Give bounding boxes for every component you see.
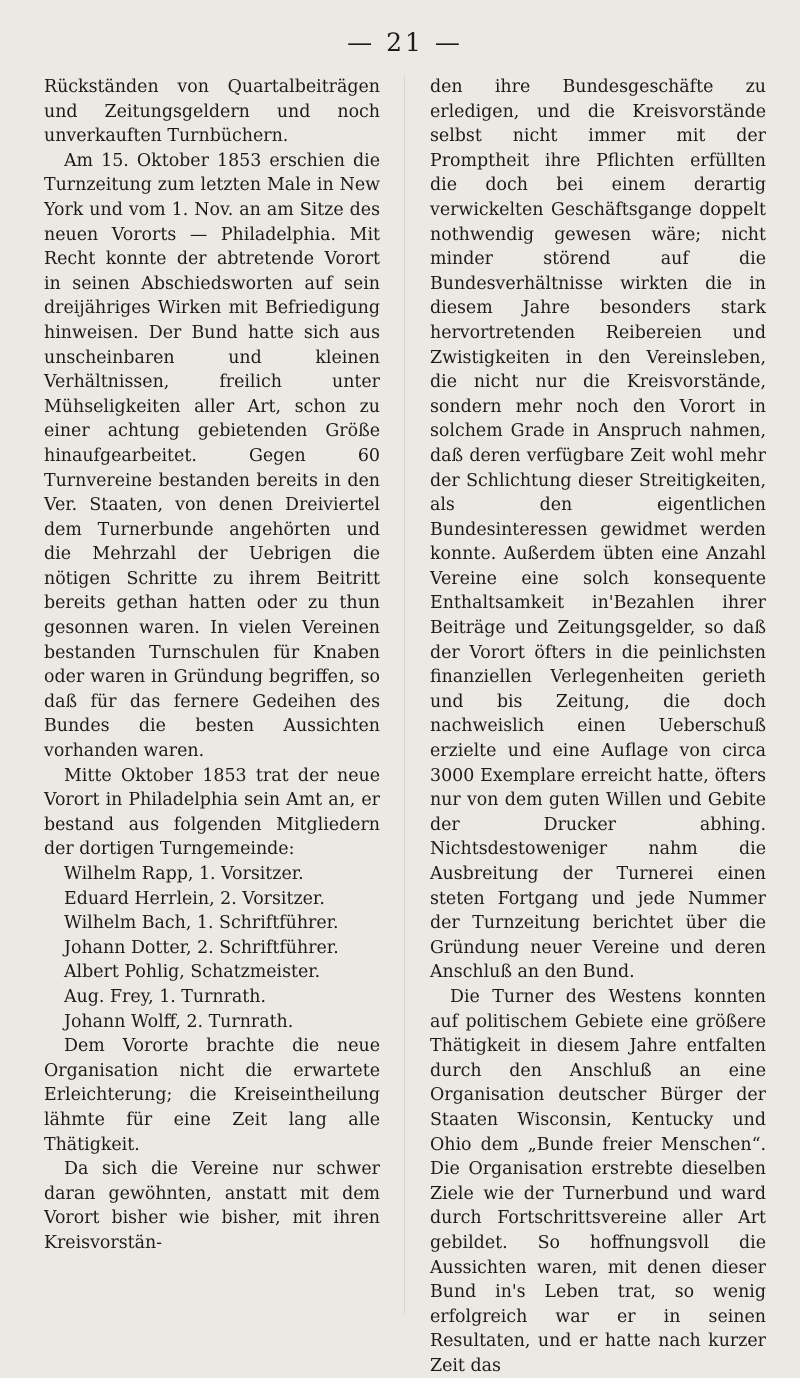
left-paragraph-4: Dem Vororte brachte die neue Organisation nicht die erwartete Erleichterung; die Kreiseintheilung lähmte für eine Zeit lang alle Thätigkeit. <box>44 1036 380 1155</box>
member-item: Wilhelm Rapp, 1. Vorsitzer. <box>64 864 304 884</box>
member-list <box>44 862 380 1034</box>
left-column <box>44 75 380 1256</box>
left-paragraph-1: Rückständen von Quartalbeiträgen und Zeitungsgeldern und noch unverkauften Turnbüchern. <box>44 77 380 147</box>
member-item: Wilhelm Bach, 1. Schriftführer. <box>64 913 339 934</box>
member-item: Albert Pohlig, Schatzmeister. <box>64 962 321 983</box>
right-paragraph-1: den ihre Bundesgeschäfte zu erledigen, und die Kreisvorstände selbst nicht immer mit der Promptheit ihre Pflichten erfüllten die doch bei einem derartig verwickelten Geschäftsgange doppelt nothwendig gewesen wäre; nicht minder störend auf die Bundesverhältnisse wirkten die in diesem Jahre besonders stark hervortretenden Reibereien und Zwistigkeiten in den Vereinsleben, die nicht nur die Kreisvorstände, sondern mehr noch den Vorort in solchem Grade in Anspruch nahmen, daß deren verfügbare Zeit wohl mehr der Schlichtung dieser Streitigkeiten, als den eigentlichen Bundesinteressen gewidmet werden konnte. Außerdem übten eine Anzahl Vereine eine solch konsequente Enthaltsamkeit in'Bezahlen ihrer Beiträge und Zeitungsgelder, so daß der Vorort öfters in die peinlichsten finanziellen Verlegenheiten gerieth und bis Zeitung, die doch nachweislich einen Ueberschuß erzielte und eine Auflage von circa 3000 Exemplare erreicht hatte, öfters nur von dem guten Willen und Gebite der Drucker abhing. Nichtsdestoweniger nahm die Ausbreitung der Turnerei einen steten Fortgang und jede Nummer der Turnzeitung berichtet über die Gründung neuer Vereine und deren Anschluß an den Bund. <box>430 77 766 983</box>
member-item: Johann Dotter, 2. Schriftführer. <box>64 937 339 958</box>
member-item: Eduard Herrlein, 2. Vorsitzer. <box>64 888 325 909</box>
left-paragraph-2: Am 15. Oktober 1853 erschien die Turnzeitung zum letzten Male in New York und vom 1. Nov. an am Sitze des neuen Vororts — Philadelphia. Mit Recht konnte der abtretende Vorort in seinen Abschiedsworten auf sein dreijähriges Wirken mit Befriedigung hinweisen. Der Bund hatte sich aus unscheinbaren und kleinen Verhältnissen, freilich unter Mühseligkeiten aller Art, schon zu einer achtung gebietenden Größe hinaufgearbeitet. Gegen 60 Turnvereine bestanden bereits in den Ver. Staaten, von denen Dreiviertel dem Turnerbunde angehörten und die Mehrzahl der Uebrigen die nötigen Schritte zu ihrem Beitritt bereits gethan hatten oder zu thun gesonnen waren. In vielen Vereinen bestanden Turnschulen für Knaben oder waren in Gründung begriffen, so daß für das fernere Gedeihen des Bundes die besten Aussichten vorhanden waren. <box>44 150 380 762</box>
column-gutter <box>404 75 405 1315</box>
member-item: Aug. Frey, 1. Turnrath. <box>64 986 267 1007</box>
right-column <box>430 75 766 1378</box>
left-paragraph-5: Da sich die Vereine nur schwer daran gewöhnten, anstatt mit dem Vorort bisher wie bisher, mit ihren Kreisvorstän- <box>44 1159 380 1253</box>
right-paragraph-2: Die Turner des Westens konnten auf politischem Gebiete eine größere Thätigkeit in diesem Jahre entfalten durch den Anschluß an eine Organisation deutscher Bürger der Staaten Wisconsin, Kentucky und Ohio dem „Bunde freier Menschen“. Die Organisation erstrebte dieselben Ziele wie der Turnerbund und ward durch Fortschrittsvereine aller Art gebildet. So hoffnungsvoll die Aussichten waren, mit denen dieser Bund in's Leben trat, so wenig erfolgreich war er in seinen Resultaten, und er hatte nach kurzer Zeit das <box>430 986 766 1376</box>
two-column-body <box>44 75 766 1378</box>
member-item: Johann Wolff, 2. Turnrath. <box>64 1011 294 1032</box>
page-number: — 21 — <box>347 28 463 57</box>
left-paragraph-3: Mitte Oktober 1853 trat der neue Vorort in Philadelphia sein Amt an, er bestand aus folgenden Mitgliedern der dortigen Turngemeinde: <box>44 765 380 860</box>
